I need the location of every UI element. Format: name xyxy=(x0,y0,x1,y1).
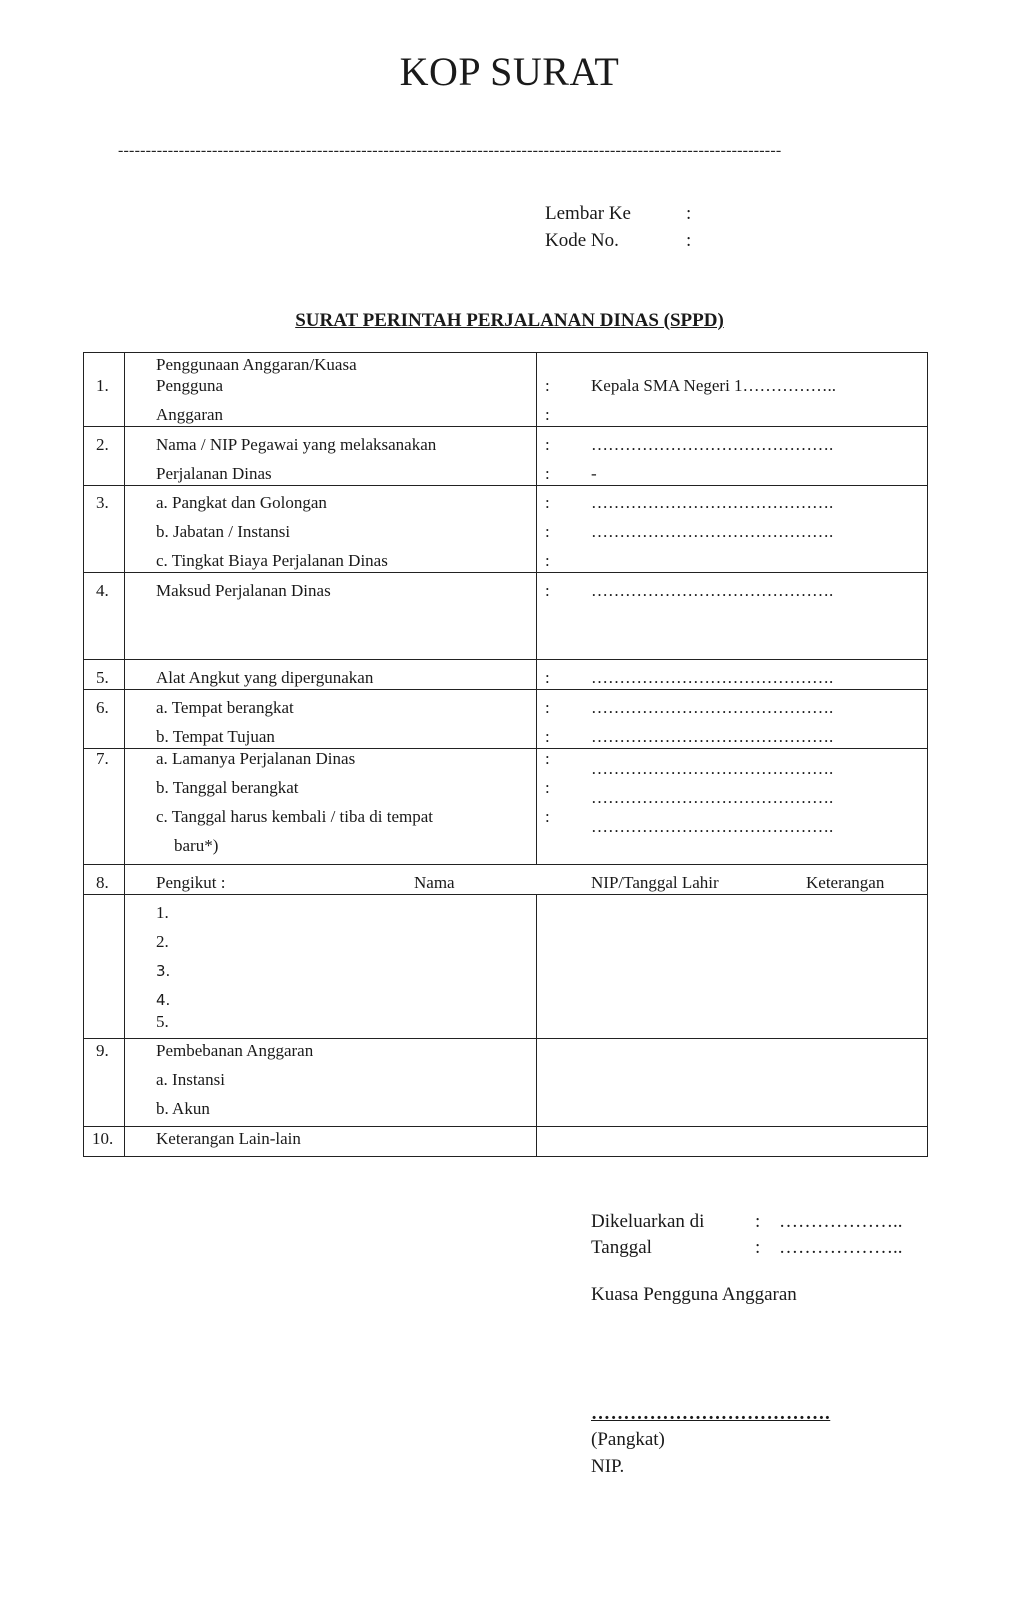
row2-value2: - xyxy=(591,464,597,483)
signatory-pangkat: (Pangkat) xyxy=(591,1429,665,1450)
row1-label-line2: Pengguna xyxy=(156,376,224,395)
row6-value-a: ……………………………………. xyxy=(591,698,834,717)
tanggal-colon: : xyxy=(755,1237,761,1258)
document-title: SURAT PERINTAH PERJALANAN DINAS (SPPD) xyxy=(295,310,724,331)
signatory-nip: NIP. xyxy=(591,1456,625,1477)
row7-label-a: a. Lamanya Perjalanan Dinas xyxy=(156,749,356,768)
row7-label-b: b. Tanggal berangkat xyxy=(156,778,299,797)
row1-number: 1. xyxy=(96,376,109,395)
row4-colon: : xyxy=(545,581,550,600)
row6-label-a: a. Tempat berangkat xyxy=(156,698,294,717)
row1-label-line3: Anggaran xyxy=(156,405,224,424)
row2-colon-2: : xyxy=(545,464,550,483)
row9-number: 9. xyxy=(96,1041,109,1060)
row7-value-b: ……………………………………. xyxy=(591,788,834,807)
lembar-label: Lembar Ke xyxy=(545,203,631,224)
dikeluarkan-colon: : xyxy=(755,1211,761,1232)
row7-colon-a: : xyxy=(545,749,550,768)
row7-value-a: ……………………………………. xyxy=(591,759,834,778)
row6-colon-b: : xyxy=(545,727,550,746)
row7-colon-b: : xyxy=(545,778,550,797)
header-divider: ------------------------------------------------------------------------------------------------------------------------ xyxy=(118,142,782,159)
row6-value-b: ……………………………………. xyxy=(591,727,834,746)
row3-colon-b: : xyxy=(545,522,550,541)
row3-label-c: c. Tingkat Biaya Perjalanan Dinas xyxy=(156,551,388,570)
row8-nip-header: NIP/Tanggal Lahir xyxy=(591,873,719,892)
row7-label-c2: baru*) xyxy=(174,836,219,855)
row3-number: 3. xyxy=(96,493,109,512)
tanggal-value: ……………….. xyxy=(779,1237,903,1258)
kode-label: Kode No. xyxy=(545,230,619,251)
row5-value: ……………………………………. xyxy=(591,668,834,687)
row8-keterangan-header: Keterangan xyxy=(806,873,885,892)
row2-number: 2. xyxy=(96,435,109,454)
row7-colon-c: : xyxy=(545,807,550,826)
row8-label: Pengikut : xyxy=(156,873,226,892)
row6-label-b: b. Tempat Tujuan xyxy=(156,727,275,746)
row2-label-line2: Perjalanan Dinas xyxy=(156,464,272,483)
lembar-colon: : xyxy=(686,203,692,224)
row5-label: Alat Angkut yang dipergunakan xyxy=(156,668,374,687)
row3-value-b: ……………………………………. xyxy=(591,522,834,541)
kode-colon: : xyxy=(686,230,692,251)
row9-label-a: a. Instansi xyxy=(156,1070,225,1089)
dikeluarkan-label: Dikeluarkan di xyxy=(591,1211,705,1232)
row10-label: Keterangan Lain-lain xyxy=(156,1129,301,1148)
row7-label-c1: c. Tanggal harus kembali / tiba di tempat xyxy=(156,807,434,826)
pengikut-item-2: 2. xyxy=(156,932,169,951)
row2-colon: : xyxy=(545,435,550,454)
pengikut-item-3: 3. xyxy=(156,962,171,980)
row7-value-c: ……………………………………. xyxy=(591,817,834,836)
row2-value1: ……………………………………. xyxy=(591,435,834,454)
letterhead-title: KOP SURAT xyxy=(399,49,620,94)
row5-number: 5. xyxy=(96,668,109,687)
row8-number: 8. xyxy=(96,873,109,892)
row1-value: Kepala SMA Negeri 1…………….. xyxy=(591,376,837,395)
row6-number: 6. xyxy=(96,698,109,717)
row4-number: 4. xyxy=(96,581,109,600)
pengikut-item-4: 4. xyxy=(156,991,171,1009)
row10-number: 10. xyxy=(92,1129,114,1148)
row2-label-line1: Nama / NIP Pegawai yang melaksanakan xyxy=(156,435,437,454)
row4-value: ……………………………………. xyxy=(591,581,834,600)
row1-colon: : xyxy=(545,376,550,395)
row3-colon-c: : xyxy=(545,551,550,570)
row3-colon-a: : xyxy=(545,493,550,512)
row1-label-line1: Penggunaan Anggaran/Kuasa xyxy=(156,355,357,374)
signature-line: ………………………………. xyxy=(591,1403,831,1424)
row9-label: Pembebanan Anggaran xyxy=(156,1041,314,1060)
row9-label-b: b. Akun xyxy=(156,1099,210,1118)
row6-colon-a: : xyxy=(545,698,550,717)
signatory-role: Kuasa Pengguna Anggaran xyxy=(591,1284,797,1305)
pengikut-item-5: 5. xyxy=(156,1012,169,1031)
row4-label: Maksud Perjalanan Dinas xyxy=(156,581,331,600)
dikeluarkan-value: ……………….. xyxy=(779,1211,903,1232)
tanggal-label: Tanggal xyxy=(591,1237,652,1258)
row3-value-a: ……………………………………. xyxy=(591,493,834,512)
row5-colon: : xyxy=(545,668,550,687)
row3-label-b: b. Jabatan / Instansi xyxy=(156,522,291,541)
row3-label-a: a. Pangkat dan Golongan xyxy=(156,493,327,512)
row7-number: 7. xyxy=(96,749,109,768)
pengikut-item-1: 1. xyxy=(156,903,169,922)
row1-colon-2: : xyxy=(545,405,550,424)
row8-nama-header: Nama xyxy=(414,873,455,892)
